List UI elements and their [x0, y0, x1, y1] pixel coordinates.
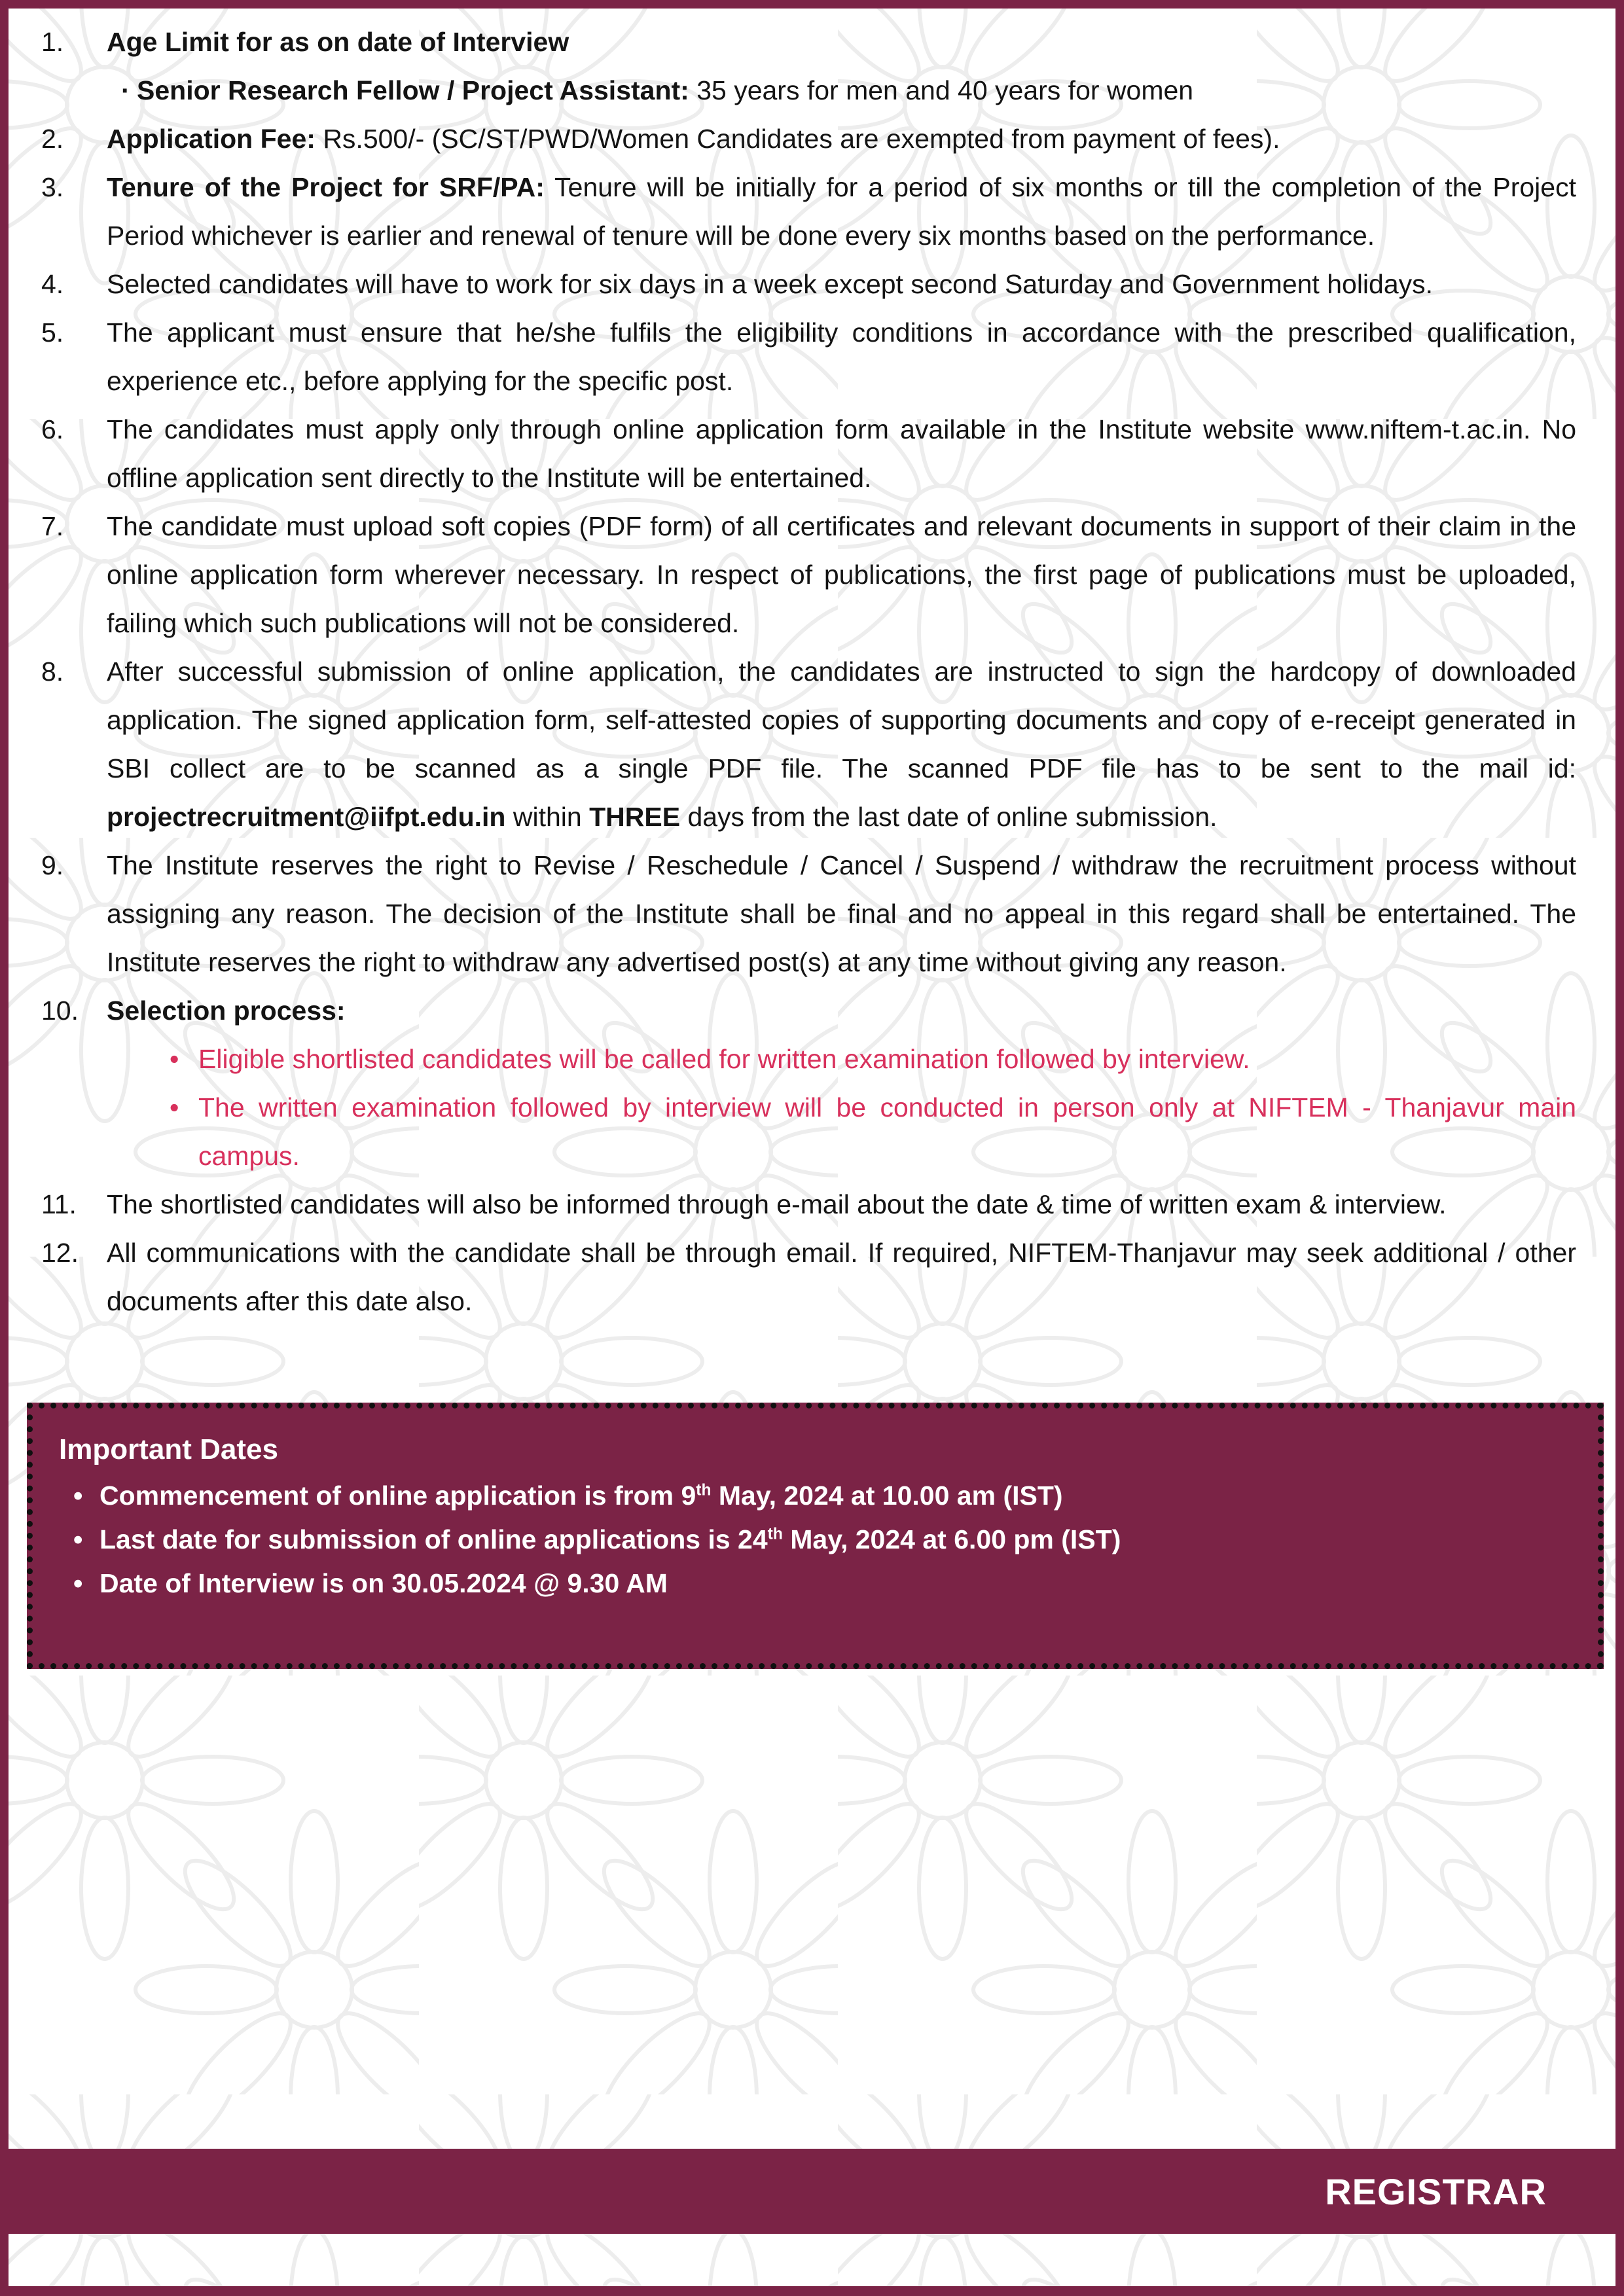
text-segment: Selected candidates will have to work for six days in a week except second Saturday and Government holidays.	[107, 269, 1434, 299]
email-address: projectrecruitment@iifpt.edu.in	[107, 802, 506, 832]
selection-bullet	[107, 1083, 1576, 1180]
date-text	[99, 1518, 1572, 1562]
website-url: www.niftem-t.ac.in	[1305, 414, 1524, 444]
item-text	[107, 1180, 1615, 1229]
text-segment: Tenure will be initially for a period of six months or till the completion of the Project Period whichever is earlier and renewal of tenure will be done every six months based on the performance.	[107, 172, 1576, 251]
item-number: 8.	[41, 656, 64, 687]
item-number: 1.	[41, 27, 64, 57]
text-segment: Tenure of the Project for SRF/PA:	[107, 172, 545, 202]
page-border-right	[1615, 0, 1624, 2296]
item-number: 12.	[41, 1238, 79, 1268]
bullet-marker-icon: •	[73, 1480, 83, 1511]
bullet-marker-icon: •	[170, 1092, 179, 1122]
selection-bullet-text: Eligible shortlisted candidates will be called for written examination followed by interview.	[198, 1044, 1250, 1074]
text-segment: All communications with the candidate shall be through email. If required, NIFTEM-Thanjavur may seek additional / other documents after this date also.	[107, 1238, 1576, 1316]
notice-content	[9, 9, 1615, 1669]
text-segment: 35 years for men and 40 years for women	[689, 75, 1194, 105]
important-dates-box	[27, 1403, 1604, 1669]
item-text	[107, 647, 1615, 841]
date-item	[59, 1518, 1572, 1562]
selection-bullet	[107, 1035, 1576, 1083]
list-item	[9, 115, 1615, 163]
item-number: 7.	[41, 511, 64, 541]
item-text	[107, 115, 1615, 163]
item-text	[107, 308, 1615, 405]
text-segment: Selection process:	[107, 996, 346, 1026]
text-segment: THREE	[589, 802, 681, 832]
item-number: 6.	[41, 414, 64, 444]
bullet-marker-icon: ·	[121, 75, 130, 105]
date-text	[99, 1562, 1572, 1605]
item-text	[107, 260, 1615, 308]
text-segment: within	[505, 802, 590, 832]
item-number: 11.	[41, 1189, 77, 1219]
item-text	[107, 502, 1615, 647]
sub-bullet-text	[137, 66, 1193, 115]
sub-bullet	[107, 66, 1576, 115]
item-number: 9.	[41, 850, 64, 880]
item-text	[107, 405, 1615, 502]
list-item	[9, 1229, 1615, 1325]
item-number: 3.	[41, 172, 64, 202]
item-heading	[107, 18, 1576, 66]
date-item	[59, 1562, 1572, 1605]
registrar-label: REGISTRAR	[1325, 2170, 1547, 2212]
date-text	[99, 1474, 1572, 1518]
ordinal-superscript: th	[696, 1481, 712, 1499]
item-heading	[107, 986, 1576, 1035]
page-border-bottom	[0, 2286, 1624, 2296]
ordinal-superscript: th	[767, 1525, 783, 1543]
list-item	[9, 647, 1615, 841]
item-text	[107, 163, 1615, 260]
text-segment: May, 2024 at 10.00 am (IST)	[711, 1480, 1063, 1511]
item-text	[107, 841, 1615, 986]
item-text	[107, 1229, 1615, 1325]
list-item	[9, 308, 1615, 405]
text-segment: May, 2024 at 6.00 pm (IST)	[782, 1524, 1121, 1554]
list-item	[9, 1180, 1615, 1229]
text-segment: Age Limit for as on date of Interview	[107, 27, 569, 57]
text-segment: The applicant must ensure that he/she fulfils the eligibility conditions in accordance with the prescribed qualification, experience etc., before applying for the specific post.	[107, 317, 1576, 396]
item-number: 2.	[41, 124, 64, 154]
bullet-marker-icon: •	[73, 1524, 83, 1554]
text-segment: Date of Interview is on 30.05.2024 @ 9.30 AM	[99, 1568, 668, 1598]
list-item	[9, 502, 1615, 647]
text-segment: The Institute reserves the right to Revise / Reschedule / Cancel / Suspend / withdraw the recruitment process without assigning any reason. The decision of the Institute shall be final and no appeal in this regard shall be entertained. The Institute reserves the right to withdraw any advertised post(s) at any time without giving any reason.	[107, 850, 1576, 977]
text-segment: Last date for submission of online applications is 24	[99, 1524, 768, 1554]
item-number: 5.	[41, 317, 64, 348]
text-segment: The shortlisted candidates will also be informed through e-mail about the date & time of written exam & interview.	[107, 1189, 1447, 1219]
text-segment: The candidates must apply only through online application form available in the Institute website	[107, 414, 1306, 444]
text-segment: Application Fee:	[107, 124, 316, 154]
registrar-band	[0, 2149, 1624, 2234]
list-item	[9, 841, 1615, 986]
item-text	[107, 18, 1615, 115]
list-item	[9, 405, 1615, 502]
list-item	[9, 986, 1615, 1180]
item-text	[107, 986, 1615, 1180]
page-border-top	[0, 0, 1624, 9]
text-segment: Senior Research Fellow / Project Assistant:	[137, 75, 689, 105]
page-border-left	[0, 0, 9, 2296]
item-number: 4.	[41, 269, 64, 299]
list-item	[9, 163, 1615, 260]
text-segment: Commencement of online application is from 9	[99, 1480, 696, 1511]
date-item	[59, 1474, 1572, 1518]
text-segment: days from the last date of online submission.	[680, 802, 1218, 832]
text-segment: . No offline application sent directly to the Institute will be entertained.	[107, 414, 1576, 493]
bullet-marker-icon: •	[73, 1568, 83, 1598]
bullet-marker-icon: •	[170, 1044, 179, 1074]
important-dates-title: Important Dates	[59, 1433, 278, 1465]
list-item	[9, 18, 1615, 115]
text-segment: The candidate must upload soft copies (PDF form) of all certificates and relevant documents in support of their claim in the online application form wherever necessary. In respect of publications, the first page of publications must be uploaded, failing which such publications will not be considered.	[107, 511, 1576, 638]
item-number: 10.	[41, 996, 79, 1026]
list-item	[9, 260, 1615, 308]
text-segment: After successful submission of online application, the candidates are instructed to sign the hardcopy of downloaded application. The signed application form, self-attested copies of supporting documents and copy of e-receipt generated in SBI collect are to be scanned as a single PDF file. The scanned PDF file has to be sent to the mail id:	[107, 656, 1576, 783]
text-segment: Rs.500/- (SC/ST/PWD/Women Candidates are exempted from payment of fees).	[315, 124, 1280, 154]
selection-bullet-text: The written examination followed by interview will be conducted in person only at NIFTEM - Thanjavur main campus.	[198, 1092, 1576, 1171]
